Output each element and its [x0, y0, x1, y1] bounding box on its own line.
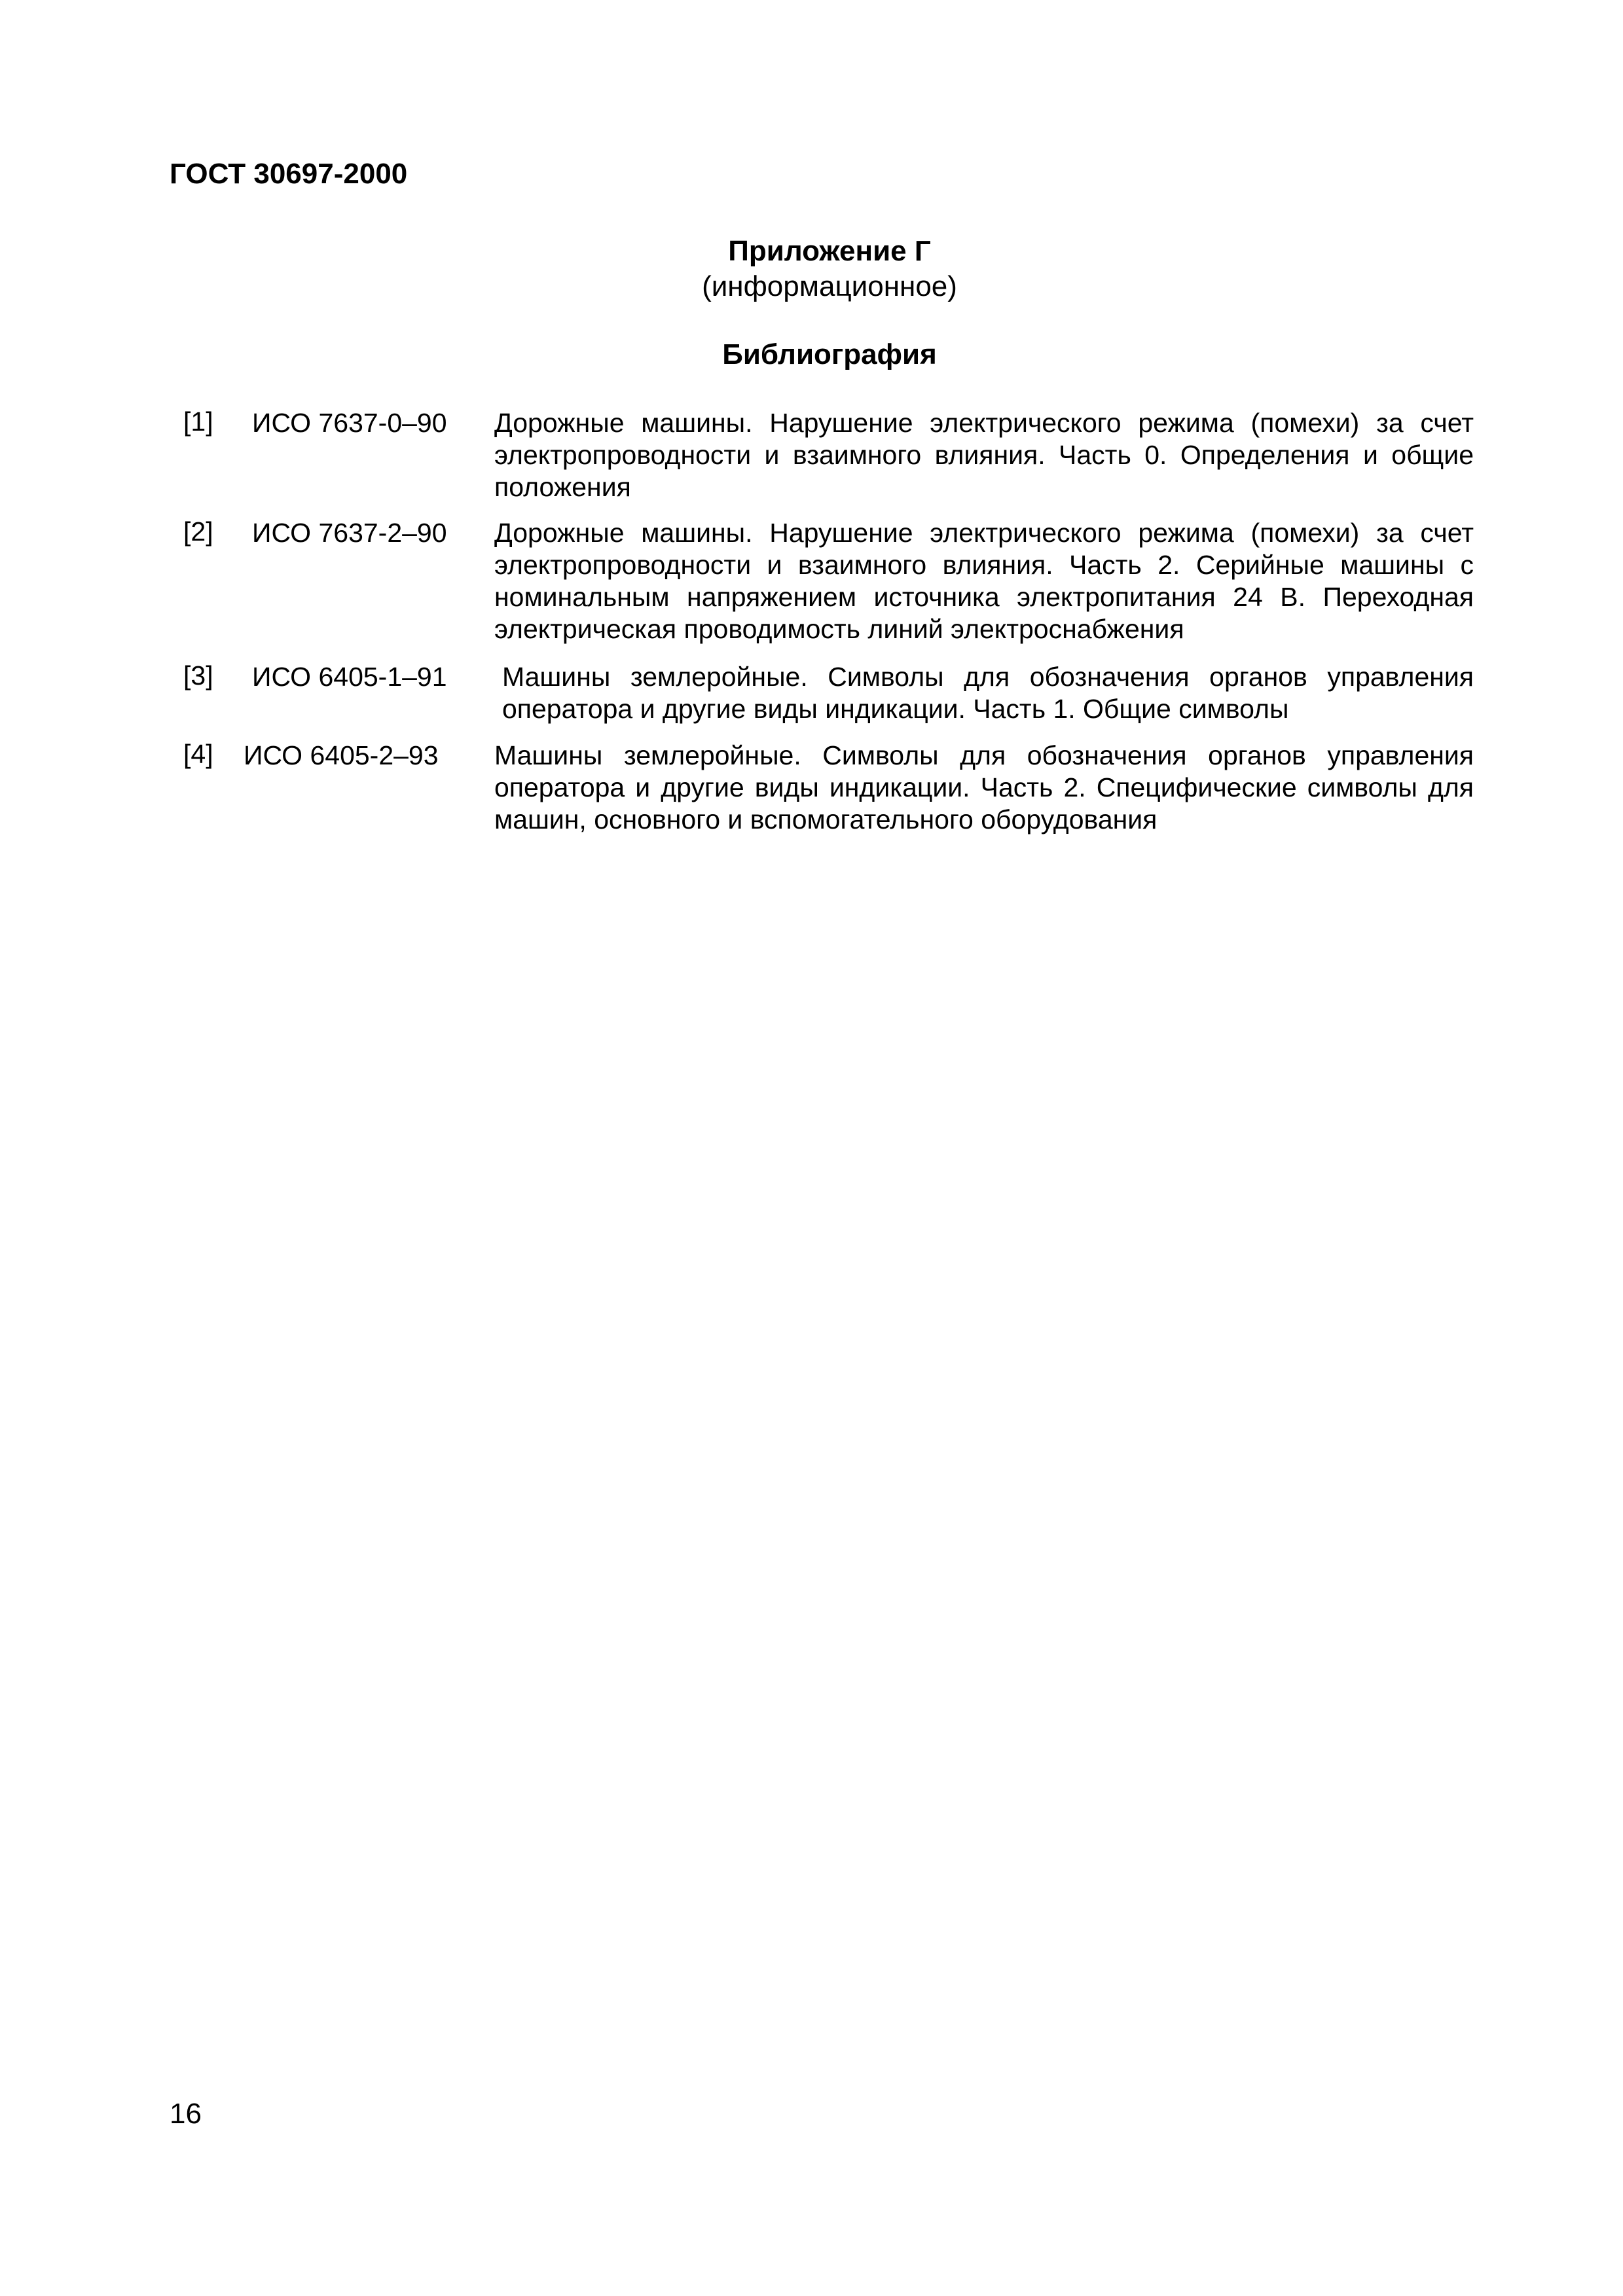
entry-standard-code: ИСО 7637-0–90 — [252, 408, 447, 438]
document-code: ГОСТ 30697-2000 — [170, 158, 408, 190]
entry-number: [3] — [183, 660, 213, 691]
annex-title: Приложение Г — [728, 235, 931, 267]
entry-number: [4] — [183, 739, 213, 769]
entry-standard-code: ИСО 6405-1–91 — [252, 662, 447, 692]
entry-title: Машины землеройные. Символы для обозначения органов управления оператора и другие виды индикации. Часть 2. Специфические символы для машин, основного и вспомогательного оборудования — [494, 740, 1474, 834]
entry-title: Дорожные машины. Нарушение электрического режима (помехи) за счет электропроводности и взаимного влияния. Часть 0. Определения и общие положения — [494, 408, 1474, 502]
entry-number: [2] — [183, 516, 213, 547]
annex-subtitle: (информационное) — [702, 270, 957, 302]
entry-standard-code: ИСО 7637-2–90 — [252, 518, 447, 548]
entry-number: [1] — [183, 406, 213, 437]
page-number: 16 — [170, 2098, 202, 2130]
entry-title: Машины землеройные. Символы для обозначения органов управления оператора и другие виды индикации. Часть 1. Общие символы — [502, 662, 1474, 724]
entry-title: Дорожные машины. Нарушение электрического режима (помехи) за счет электропроводности и взаимного влияния. Часть 2. Серийные машины с номинальным напряжением источника электропитания 24 В. Переходная электрическая проводимость линий электроснабжения — [494, 518, 1474, 644]
entry-standard-code: ИСО 6405-2–93 — [244, 740, 439, 770]
bibliography-heading: Библиография — [722, 338, 937, 370]
